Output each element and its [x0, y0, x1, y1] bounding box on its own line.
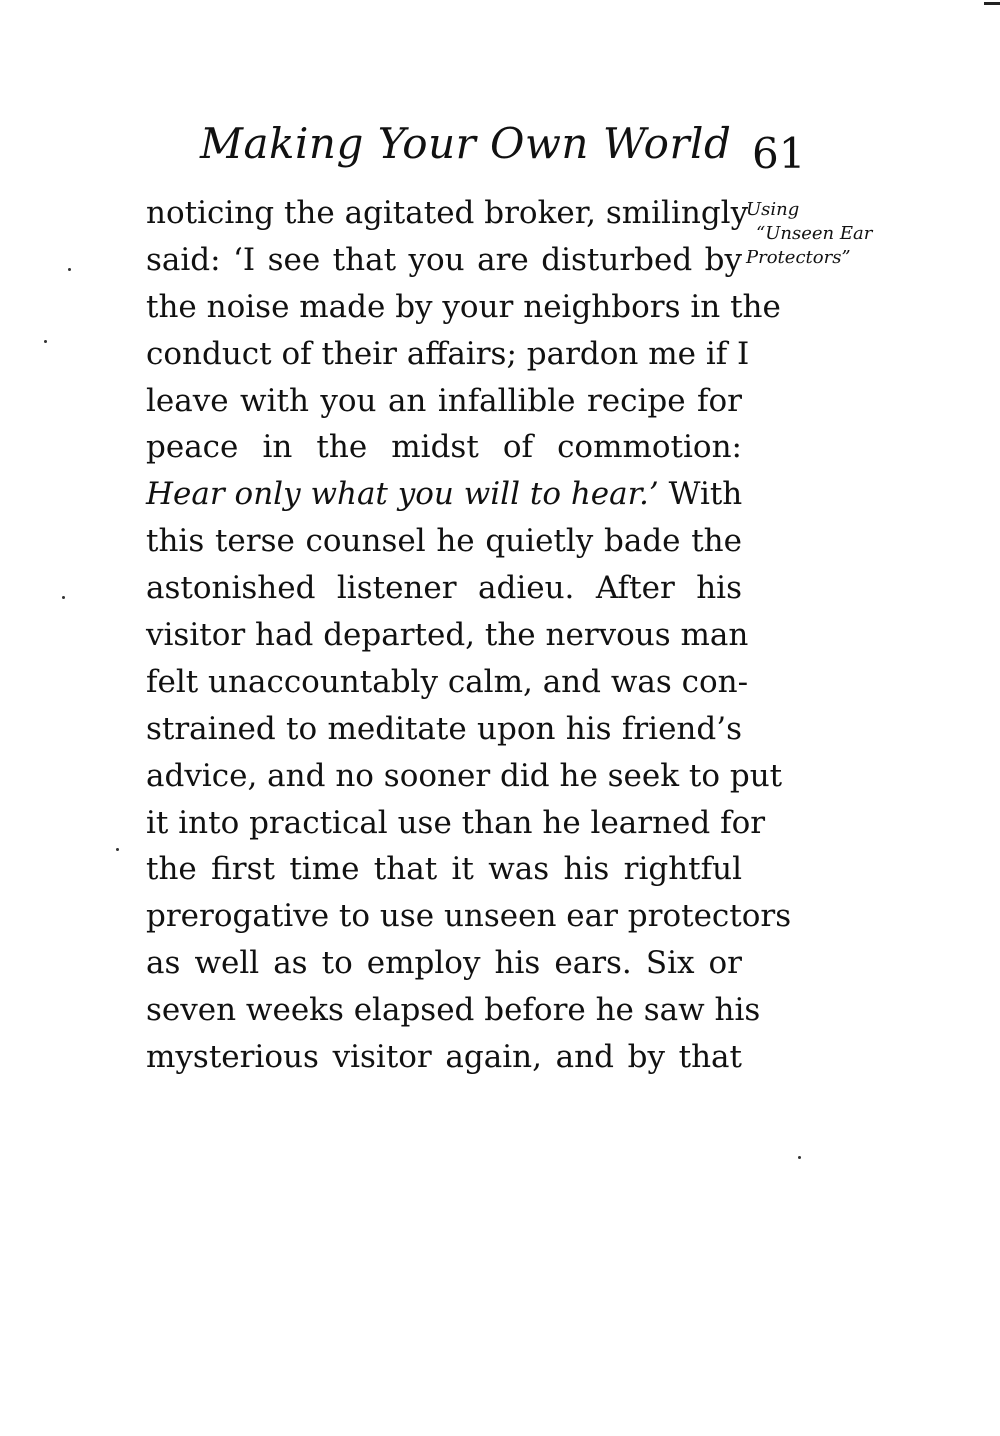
- page-number: 61: [752, 129, 806, 178]
- italic-phrase: Hear only what you will to hear.’: [146, 476, 659, 513]
- margin-note: [746, 198, 906, 270]
- running-title: Making Your Own World: [200, 119, 732, 168]
- text-line: prerogative to use unseen ear protectors: [146, 898, 792, 935]
- text-line: the first time that it was his rightful: [146, 851, 742, 888]
- margin-note-line: Protectors”: [746, 247, 851, 268]
- text-line: it into practical use than he learned for: [146, 804, 766, 841]
- text-line: felt unaccountably calm, and was con-: [146, 663, 749, 700]
- text-line: advice, and no sooner did he seek to put: [146, 757, 783, 794]
- margin-note-line: “Unseen Ear: [756, 223, 873, 244]
- scan-speck: [116, 848, 119, 851]
- text-line: as well as to employ his ears. Six or: [146, 945, 742, 982]
- scan-speck: [798, 1156, 801, 1159]
- text-line: leave with you an infallible recipe for: [146, 382, 742, 419]
- scan-corner-mark: [984, 2, 1000, 5]
- scan-speck: [68, 268, 71, 271]
- scan-speck: [62, 596, 65, 599]
- text-line: mysterious visitor again, and by that: [146, 1039, 742, 1076]
- text-line: the noise made by your neighbors in the: [146, 288, 781, 325]
- scan-speck: [44, 340, 47, 343]
- text-line: said: ‘I see that you are disturbed by: [146, 241, 742, 278]
- text-line-rest: With: [658, 476, 743, 513]
- text-line: peace in the midst of commotion:: [146, 429, 742, 466]
- text-line: astonished listener adieu. After his: [146, 570, 742, 607]
- text-line-with-italic: [146, 471, 742, 518]
- text-line: this terse counsel he quietly bade the: [146, 523, 742, 560]
- margin-note-line: Using: [746, 199, 800, 220]
- text-line: strained to meditate upon his friend’s: [146, 710, 742, 747]
- text-line: conduct of their affairs; pardon me if I: [146, 335, 750, 372]
- text-line: noticing the agitated broker, smilingly: [146, 195, 749, 231]
- text-line: seven weeks elapsed before he saw his: [146, 992, 761, 1029]
- text-line: visitor had departed, the nervous man: [146, 617, 749, 654]
